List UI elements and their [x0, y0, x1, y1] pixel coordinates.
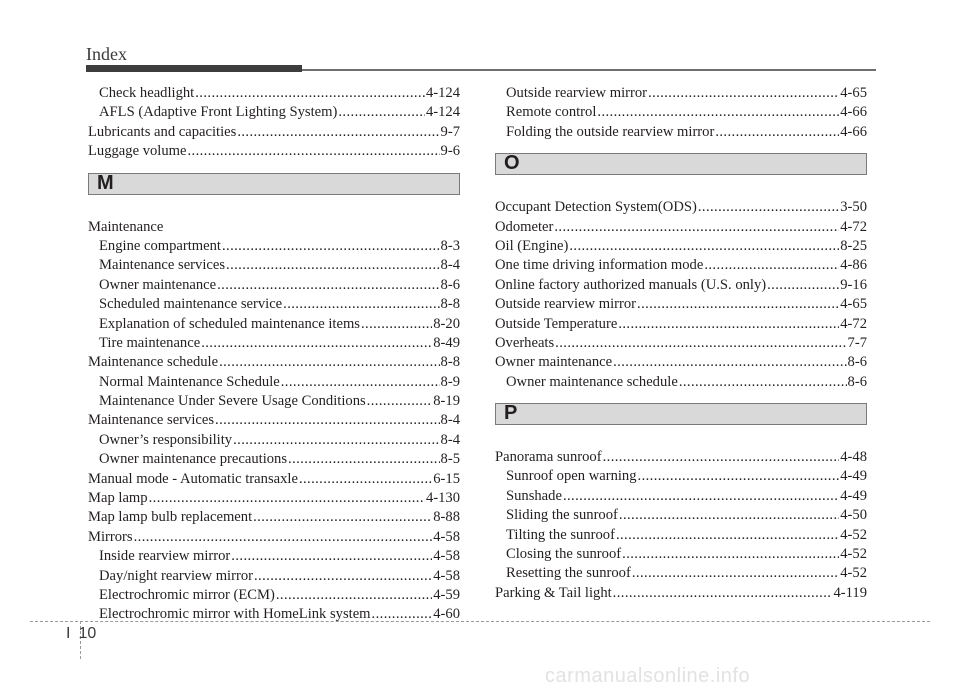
entry-text: Folding the outside rearview mirror [506, 123, 715, 140]
index-heading-text: Maintenance [88, 218, 164, 235]
entry-page-ref: 4-59 [433, 586, 460, 603]
entry-text: Closing the sunroof [506, 546, 622, 563]
dot-leader [281, 373, 440, 392]
index-subentry[interactable] [495, 84, 867, 103]
dot-leader [637, 295, 839, 314]
index-subentry[interactable] [88, 84, 460, 103]
entry-page-ref: 4-58 [433, 528, 460, 545]
entry-page-ref: 8-19 [433, 393, 460, 410]
dot-leader [616, 526, 839, 545]
entry-page-ref: 4-49 [840, 487, 867, 504]
index-entry[interactable] [495, 584, 867, 603]
entry-text: Maintenance Under Severe Usage Conditions [99, 393, 366, 410]
entry-page-ref: 4-66 [840, 104, 867, 121]
entry-page-ref: 8-49 [433, 334, 460, 351]
entry-text: Electrochromic mirror with HomeLink system [99, 606, 371, 623]
dot-leader [134, 528, 433, 547]
index-entry[interactable] [495, 198, 867, 217]
dot-leader [361, 315, 432, 334]
index-subentry[interactable] [495, 545, 867, 564]
dot-leader [632, 564, 839, 583]
index-entry[interactable] [495, 295, 867, 314]
dot-leader [226, 256, 440, 275]
entry-page-ref: 4-52 [840, 526, 867, 543]
index-subentry[interactable] [495, 506, 867, 525]
entry-text: Resetting the sunroof [506, 565, 631, 582]
index-entry[interactable] [495, 315, 867, 334]
entry-page-ref: 8-6 [847, 373, 867, 390]
entry-page-ref: 4-50 [840, 507, 867, 524]
index-subentry[interactable] [495, 373, 867, 392]
index-subentry[interactable] [88, 256, 460, 275]
index-entry[interactable] [495, 218, 867, 237]
index-entry[interactable] [495, 276, 867, 295]
index-subentry[interactable] [88, 276, 460, 295]
entry-text: Sunroof open warning [506, 468, 637, 485]
index-entry[interactable] [495, 256, 867, 275]
dot-leader [622, 545, 839, 564]
entry-page-ref: 4-48 [840, 449, 867, 466]
entry-page-ref: 8-3 [440, 237, 460, 254]
index-subentry[interactable] [88, 373, 460, 392]
entry-page-ref: 7-7 [847, 334, 867, 351]
index-subentry[interactable] [88, 334, 460, 353]
entry-text: Panorama sunroof [495, 449, 602, 466]
dot-leader [698, 198, 839, 217]
dot-leader [231, 547, 432, 566]
entry-page-ref: 4-60 [433, 606, 460, 623]
entry-text: Electrochromic mirror (ECM) [99, 586, 275, 603]
entry-text: Oil (Engine) [495, 237, 569, 254]
index-entry[interactable] [88, 411, 460, 430]
index-subentry[interactable] [495, 526, 867, 545]
entry-text: Day/night rearview mirror [99, 567, 253, 584]
entry-page-ref: 4-65 [840, 296, 867, 313]
section-letter: M [97, 171, 114, 194]
entry-page-ref: 4-72 [840, 315, 867, 332]
index-subentry[interactable] [495, 123, 867, 142]
entry-page-ref: 4-86 [840, 257, 867, 274]
entry-text: Sliding the sunroof [506, 507, 618, 524]
dot-leader [149, 489, 425, 508]
dot-leader [219, 353, 439, 372]
entry-page-ref: 4-124 [425, 104, 460, 121]
section-letter-bar [495, 403, 867, 425]
index-subentry[interactable] [88, 237, 460, 256]
entry-page-ref: 4-66 [840, 123, 867, 140]
entry-page-ref: 8-88 [433, 509, 460, 526]
page-title: Index [86, 44, 127, 64]
page-number [66, 625, 104, 643]
entry-page-ref: 8-20 [433, 315, 460, 332]
index-subentry[interactable] [495, 467, 867, 486]
dot-leader [619, 506, 839, 525]
entry-page-ref: 4-124 [425, 85, 460, 101]
entry-text: Outside rearview mirror [506, 85, 648, 101]
entry-page-ref: 8-8 [440, 296, 460, 313]
index-subentry[interactable] [88, 315, 460, 334]
index-column-right [495, 84, 867, 603]
entry-page-ref: 8-4 [440, 412, 460, 429]
entry-text: AFLS (Adaptive Front Lighting System) [99, 104, 338, 121]
entry-text: Online factory authorized manuals (U.S. only) [495, 276, 767, 293]
index-heading [88, 218, 460, 237]
index-entry[interactable] [495, 334, 867, 353]
index-entry[interactable] [495, 353, 867, 372]
entry-page-ref: 8-5 [440, 451, 460, 468]
entry-page-ref: 4-58 [433, 548, 460, 565]
index-subentry[interactable] [88, 392, 460, 411]
index-entry[interactable] [88, 508, 460, 527]
dot-leader [222, 237, 440, 256]
entry-text: Explanation of scheduled maintenance items [99, 315, 360, 332]
index-subentry[interactable] [88, 567, 460, 586]
entry-text: Remote control [506, 104, 597, 121]
footer-section: I [66, 625, 71, 642]
dot-leader [638, 467, 840, 486]
index-entry[interactable] [495, 237, 867, 256]
entry-text: Mirrors [88, 528, 133, 545]
entry-text: Engine compartment [99, 237, 221, 254]
index-entry[interactable] [88, 353, 460, 372]
index-subentry[interactable] [88, 586, 460, 605]
section-letter: O [504, 152, 520, 175]
entry-text: Maintenance services [88, 412, 215, 429]
index-entry[interactable] [88, 528, 460, 547]
entry-text: Owner maintenance schedule [506, 373, 678, 390]
entry-text: Lubricants and capacities [88, 123, 237, 140]
entry-page-ref: 6-15 [433, 470, 460, 487]
dot-leader [237, 123, 439, 142]
section-letter-bar [88, 173, 460, 195]
index-subentry[interactable] [88, 431, 460, 450]
entry-text: Owner’s responsibility [99, 431, 233, 448]
dot-leader [555, 334, 846, 353]
dot-leader [299, 470, 432, 489]
entry-text: Maintenance services [99, 257, 226, 274]
index-entry[interactable] [495, 448, 867, 467]
entry-text: Owner maintenance [99, 276, 217, 293]
entry-page-ref: 4-49 [840, 468, 867, 485]
section-letter: P [504, 402, 518, 425]
entry-page-ref: 8-6 [847, 354, 867, 371]
dot-leader [201, 334, 432, 353]
index-entry[interactable] [88, 489, 460, 508]
entry-text: Sunshade [506, 487, 562, 504]
entry-text: Overheats [495, 334, 555, 351]
index-column-left [88, 84, 460, 625]
entry-page-ref: 4-52 [840, 565, 867, 582]
index-entry[interactable] [88, 470, 460, 489]
entry-text: Tire maintenance [99, 334, 201, 351]
index-subentry[interactable] [88, 450, 460, 469]
entry-text: Maintenance schedule [88, 354, 219, 371]
dot-leader [288, 450, 440, 469]
dot-leader [715, 123, 839, 142]
entry-page-ref: 8-4 [440, 431, 460, 448]
entry-page-ref: 4-72 [840, 218, 867, 235]
entry-text: Manual mode - Automatic transaxle [88, 470, 298, 487]
entry-text: Occupant Detection System(ODS) [495, 199, 697, 216]
dot-leader [563, 487, 839, 506]
footer-rule [30, 621, 930, 622]
entry-text: Parking & Tail light [495, 584, 612, 601]
index-subentry[interactable] [88, 103, 460, 122]
entry-page-ref: 9-7 [440, 123, 460, 140]
entry-text: Tilting the sunroof [506, 526, 615, 543]
dot-leader [217, 276, 439, 295]
entry-page-ref: 4-52 [840, 546, 867, 563]
dot-leader [283, 295, 439, 314]
entry-text: Owner maintenance [495, 354, 613, 371]
dot-leader [187, 142, 439, 161]
dot-leader [338, 103, 425, 122]
entry-page-ref: 8-25 [840, 237, 867, 254]
entry-page-ref: 9-16 [840, 276, 867, 293]
entry-text: Map lamp [88, 490, 148, 507]
entry-text: Check headlight [99, 85, 195, 101]
dot-leader [276, 586, 432, 605]
entry-text: Scheduled maintenance service [99, 296, 283, 313]
dot-leader [215, 411, 440, 430]
dot-leader [569, 237, 839, 256]
entry-page-ref: 3-50 [840, 199, 867, 216]
entry-page-ref: 4-119 [833, 584, 867, 601]
dot-leader [767, 276, 839, 295]
dot-leader [618, 315, 839, 334]
dot-leader [613, 353, 846, 372]
entry-page-ref: 4-65 [840, 85, 867, 101]
entry-page-ref: 4-130 [425, 490, 460, 507]
entry-text: Map lamp bulb replacement [88, 509, 253, 526]
entry-text: Outside rearview mirror [495, 296, 637, 313]
entry-text: Inside rearview mirror [99, 548, 231, 565]
dot-leader [195, 84, 425, 103]
dot-leader [254, 567, 432, 586]
entry-text: Owner maintenance precautions [99, 451, 288, 468]
dot-leader [704, 256, 839, 275]
index-subentry[interactable] [88, 547, 460, 566]
dot-leader [648, 84, 839, 103]
entry-page-ref: 9-6 [440, 143, 460, 160]
entry-text: Outside Temperature [495, 315, 618, 332]
footer-page-number: 10 [78, 625, 97, 642]
entry-text: Odometer [495, 218, 554, 235]
dot-leader [679, 373, 847, 392]
entry-page-ref: 8-4 [440, 257, 460, 274]
entry-page-ref: 8-6 [440, 276, 460, 293]
entry-text: Luggage volume [88, 143, 187, 160]
header-accent-bar [86, 65, 302, 72]
dot-leader [253, 508, 432, 527]
entry-page-ref: 4-58 [433, 567, 460, 584]
index-subentry[interactable] [495, 564, 867, 583]
entry-text: One time driving information mode [495, 257, 704, 274]
index-entry[interactable] [88, 123, 460, 142]
dot-leader [554, 218, 839, 237]
index-subentry[interactable] [88, 295, 460, 314]
watermark: carmanualsonline.info [545, 665, 751, 687]
index-subentry[interactable] [495, 487, 867, 506]
section-letter-bar [495, 153, 867, 175]
entry-page-ref: 8-8 [440, 354, 460, 371]
dot-leader [613, 584, 833, 603]
index-subentry[interactable] [495, 103, 867, 122]
entry-text: Normal Maintenance Schedule [99, 373, 280, 390]
dot-leader [603, 448, 840, 467]
dot-leader [367, 392, 433, 411]
dot-leader [597, 103, 839, 122]
entry-page-ref: 8-9 [440, 373, 460, 390]
index-entry[interactable] [88, 142, 460, 161]
dot-leader [233, 431, 439, 450]
